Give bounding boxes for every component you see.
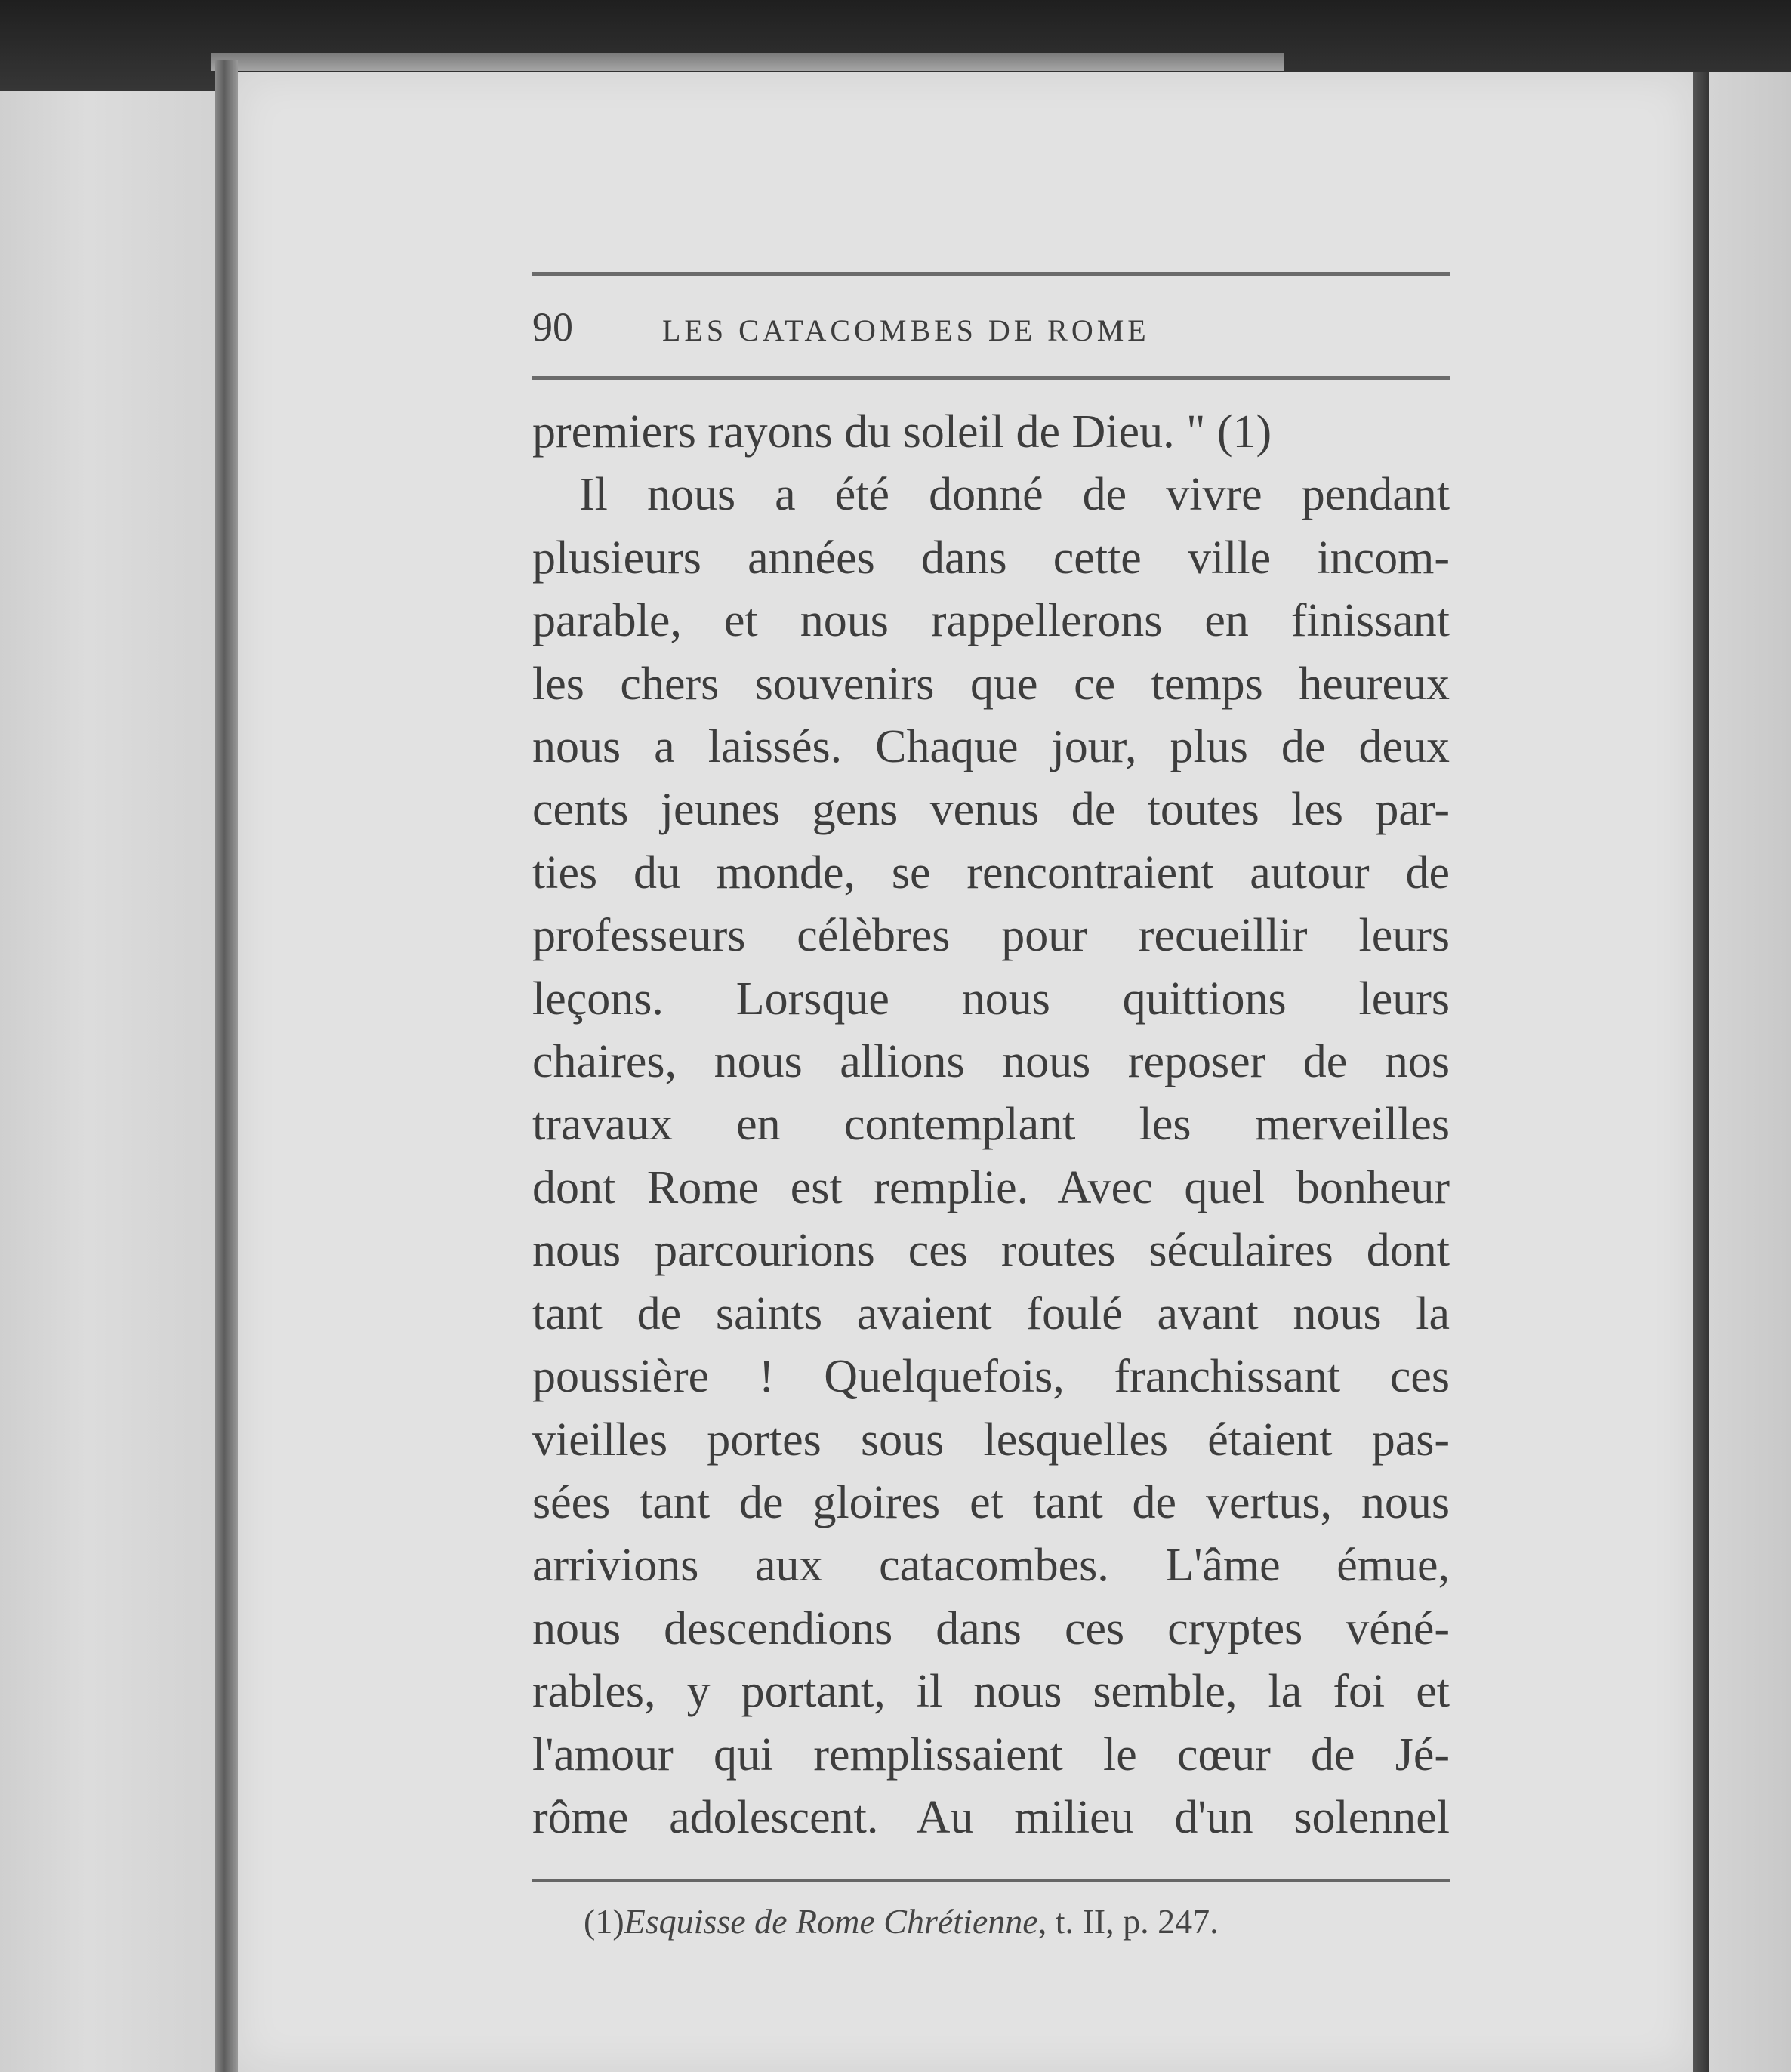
text-line: rables, y portant, il nous semble, la foi et	[532, 1666, 1450, 1718]
text-line: nous a laissés. Chaque jour, plus de deux	[532, 721, 1450, 773]
footnote	[532, 1901, 1450, 1943]
text-line: professeurs célèbres pour recueillir leurs	[532, 910, 1450, 962]
text-line: nous descendions dans ces cryptes véné-	[532, 1602, 1450, 1654]
text-line: poussière ! Quelquefois, franchissant ces	[532, 1351, 1450, 1403]
header-bottom-rule	[532, 376, 1450, 380]
running-head	[532, 304, 1450, 353]
text-line: chaires, nous allions nous reposer de nos	[532, 1036, 1450, 1088]
footnote-title: Esquisse de Rome Chrétienne	[624, 1902, 1038, 1941]
book-gutter	[215, 60, 238, 2072]
page-right-edge	[1693, 72, 1709, 2072]
running-title: LES CATACOMBES DE ROME	[662, 313, 1150, 347]
text-line: Il nous a été donné de vivre pendant	[579, 469, 1450, 521]
footnote-reference: , t. II, p. 247.	[1037, 1902, 1219, 1941]
text-line: nous parcourions ces routes séculaires dont	[532, 1225, 1450, 1277]
text-line: plusieurs années dans cette ville incom-	[532, 532, 1450, 584]
page-top-edge	[211, 53, 1284, 71]
text-line: arrivions aux catacombes. L'âme émue,	[532, 1540, 1450, 1592]
text-line: dont Rome est remplie. Avec quel bonheur	[532, 1161, 1450, 1213]
page-text-block	[532, 272, 1450, 1943]
text-line: tant de saints avaient foulé avant nous la	[532, 1287, 1450, 1340]
text-line: cents jeunes gens venus de toutes les par-	[532, 784, 1450, 836]
text-line: leçons. Lorsque nous quittions leurs	[532, 973, 1450, 1025]
text-line: vieilles portes sous lesquelles étaient pas-	[532, 1414, 1450, 1466]
footnote-rule	[532, 1879, 1450, 1882]
header-top-rule	[532, 272, 1450, 276]
text-line: ties du monde, se rencontraient autour de	[532, 846, 1450, 899]
facing-page-edge	[0, 91, 219, 2072]
text-line: sées tant de gloires et tant de vertus, nous	[532, 1476, 1450, 1528]
text-line: l'amour qui remplissaient le cœur de Jé-	[532, 1728, 1450, 1781]
page-number: 90	[532, 304, 573, 350]
text-line: les chers souvenirs que ce temps heureux	[532, 658, 1450, 710]
text-line: travaux en contemplant les merveilles	[532, 1099, 1450, 1151]
text-line: rôme adolescent. Au milieu d'un solennel	[532, 1791, 1450, 1843]
text-line: premiers rayons du soleil de Dieu. " (1)	[532, 406, 1272, 458]
scan-background-right	[1709, 72, 1791, 2072]
text-line: parable, et nous rappellerons en finissant	[532, 595, 1450, 647]
footnote-marker: (1)	[584, 1902, 624, 1941]
body-text	[532, 401, 1450, 1849]
